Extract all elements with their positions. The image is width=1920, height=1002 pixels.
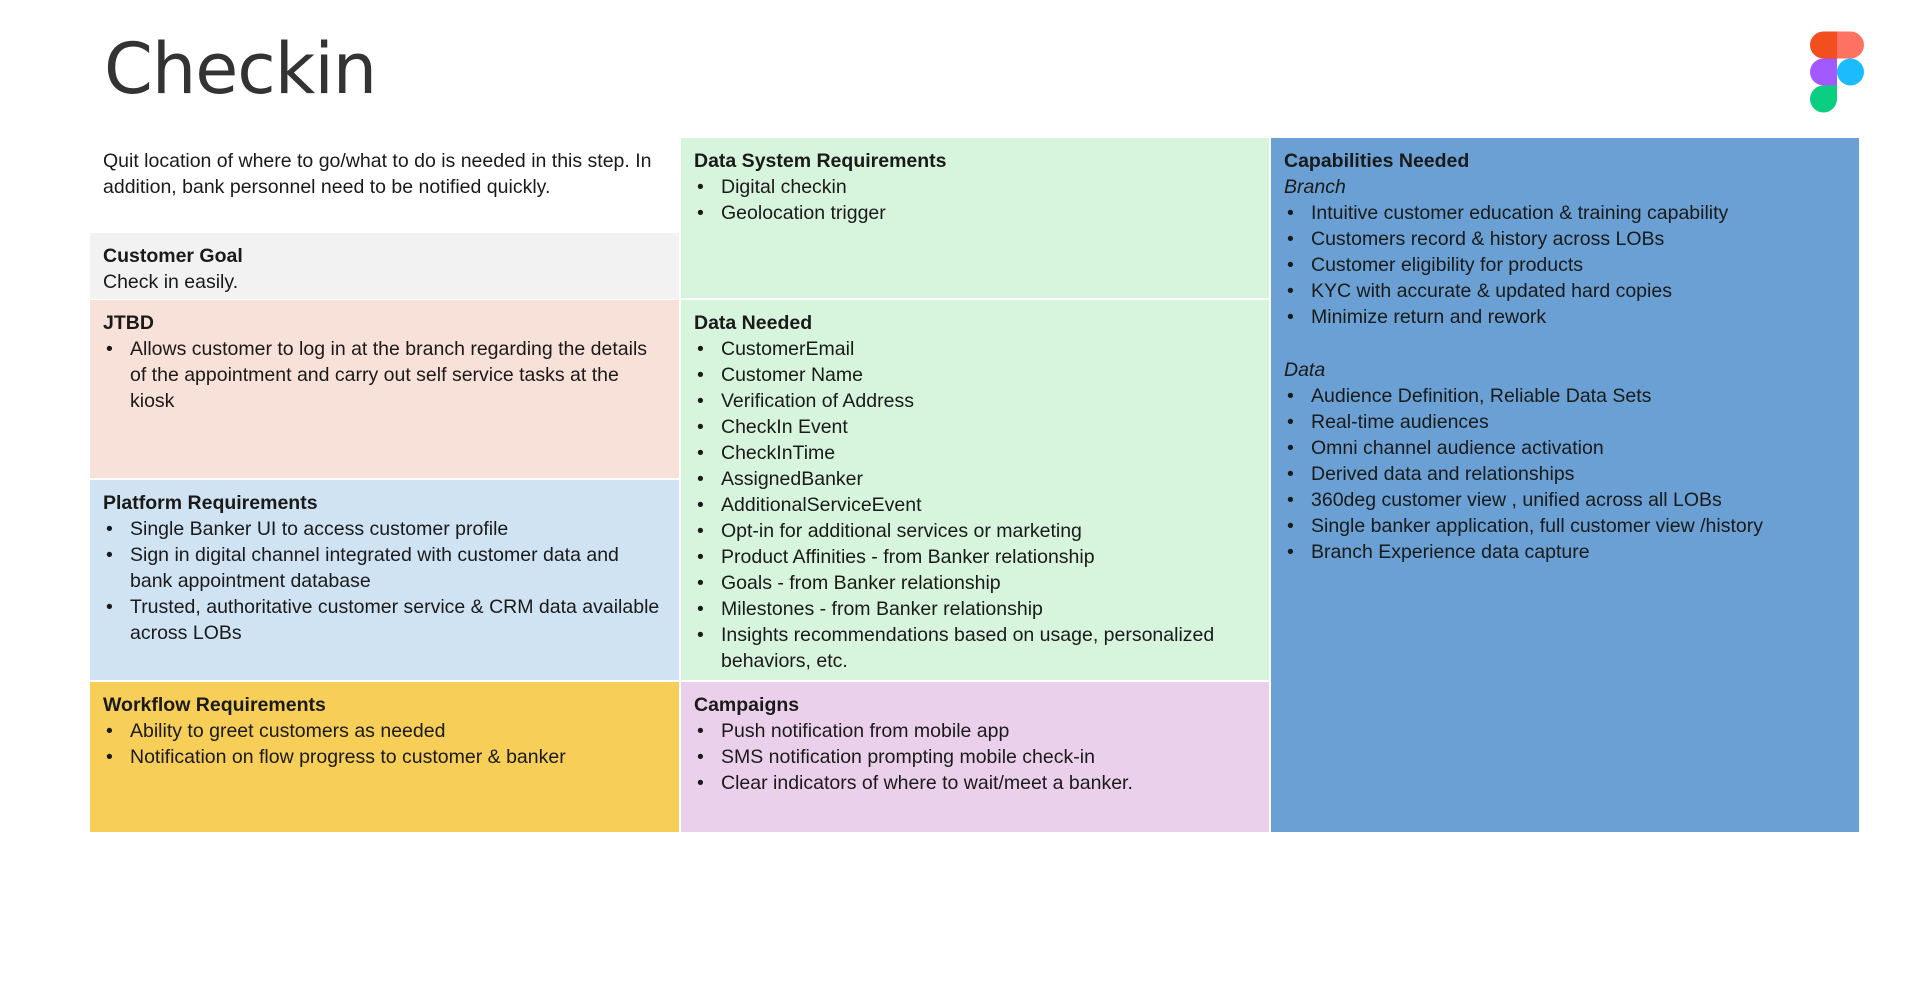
customer-goal-heading: Customer Goal <box>103 245 243 267</box>
list-item: • Push notification from mobile app <box>694 718 1256 744</box>
data-needed-heading: Data Needed <box>694 312 813 334</box>
workflow-requirements-cell <box>90 682 679 832</box>
platform-requirements-list <box>103 516 666 646</box>
jtbd-list <box>103 336 666 414</box>
figma-logo-icon[interactable] <box>1810 30 1864 114</box>
customer-goal-text: Check in easily. <box>103 271 239 293</box>
list-item: • 360deg customer view , unified across all LOBs <box>1284 487 1846 513</box>
list-item: • Allows customer to log in at the branch regarding the details of the appointment and carry out self service tasks at the kiosk <box>103 336 666 414</box>
list-item: • Minimize return and rework <box>1284 304 1846 330</box>
campaigns-list <box>694 718 1256 796</box>
list-item: • Insights recommendations based on usage, personalized behaviors, etc. <box>694 622 1256 674</box>
platform-requirements-cell <box>90 480 679 680</box>
intro-text: Quit location of where to go/what to do is needed in this step. In addition, bank personnel need to be notified quickly. <box>103 150 652 198</box>
list-item: • Single banker application, full customer view /history <box>1284 513 1846 539</box>
data-needed-list <box>694 336 1256 674</box>
list-item: • Omni channel audience activation <box>1284 435 1846 461</box>
page-title: Checkin <box>104 28 377 110</box>
jtbd-cell <box>90 300 679 478</box>
list-item: • SMS notification prompting mobile check-in <box>694 744 1256 770</box>
list-item: • Audience Definition, Reliable Data Sets <box>1284 383 1846 409</box>
list-item: • KYC with accurate & updated hard copies <box>1284 278 1846 304</box>
checkin-matrix <box>90 138 1859 832</box>
data-system-requirements-cell <box>681 138 1269 298</box>
list-item: • Branch Experience data capture <box>1284 539 1846 565</box>
data-needed-cell <box>681 300 1269 680</box>
list-item: • Clear indicators of where to wait/meet a banker. <box>694 770 1256 796</box>
workflow-requirements-heading: Workflow Requirements <box>103 694 326 716</box>
list-item: • Customers record & history across LOBs <box>1284 226 1846 252</box>
list-item: • AssignedBanker <box>694 466 1256 492</box>
customer-goal-cell <box>90 233 679 299</box>
campaigns-cell <box>681 682 1269 832</box>
list-item: • Opt-in for additional services or marketing <box>694 518 1256 544</box>
branch-subheading: Branch <box>1284 176 1346 198</box>
data-system-requirements-list <box>694 174 1256 226</box>
list-item: • Real-time audiences <box>1284 409 1846 435</box>
list-item: • CheckIn Event <box>694 414 1256 440</box>
list-item: • Single Banker UI to access customer profile <box>103 516 666 542</box>
list-item: • Derived data and relationships <box>1284 461 1846 487</box>
intro-cell <box>90 138 679 233</box>
list-item: • AdditionalServiceEvent <box>694 492 1256 518</box>
list-item: • Milestones - from Banker relationship <box>694 596 1256 622</box>
capabilities-needed-cell <box>1271 138 1859 832</box>
list-item: • Customer eligibility for products <box>1284 252 1846 278</box>
list-item: • CheckInTime <box>694 440 1256 466</box>
list-item: • Product Affinities - from Banker relationship <box>694 544 1256 570</box>
capabilities-needed-heading: Capabilities Needed <box>1284 150 1470 172</box>
data-subheading: Data <box>1284 359 1326 381</box>
data-capabilities-list <box>1284 383 1846 565</box>
list-item: • Customer Name <box>694 362 1256 388</box>
list-item: • Ability to greet customers as needed <box>103 718 666 744</box>
list-item: • Notification on flow progress to customer & banker <box>103 744 666 770</box>
list-item: • Verification of Address <box>694 388 1256 414</box>
list-item: • Intuitive customer education & training capability <box>1284 200 1846 226</box>
list-item: • Geolocation trigger <box>694 200 1256 226</box>
branch-capabilities-list <box>1284 200 1846 330</box>
data-system-requirements-heading: Data System Requirements <box>694 150 947 172</box>
campaigns-heading: Campaigns <box>694 694 800 716</box>
jtbd-heading: JTBD <box>103 312 154 334</box>
list-item: • CustomerEmail <box>694 336 1256 362</box>
list-item: • Goals - from Banker relationship <box>694 570 1256 596</box>
list-item: • Sign in digital channel integrated with customer data and bank appointment database <box>103 542 666 594</box>
list-item: • Digital checkin <box>694 174 1256 200</box>
list-item: • Trusted, authoritative customer service & CRM data available across LOBs <box>103 594 666 646</box>
workflow-requirements-list <box>103 718 666 770</box>
platform-requirements-heading: Platform Requirements <box>103 492 318 514</box>
